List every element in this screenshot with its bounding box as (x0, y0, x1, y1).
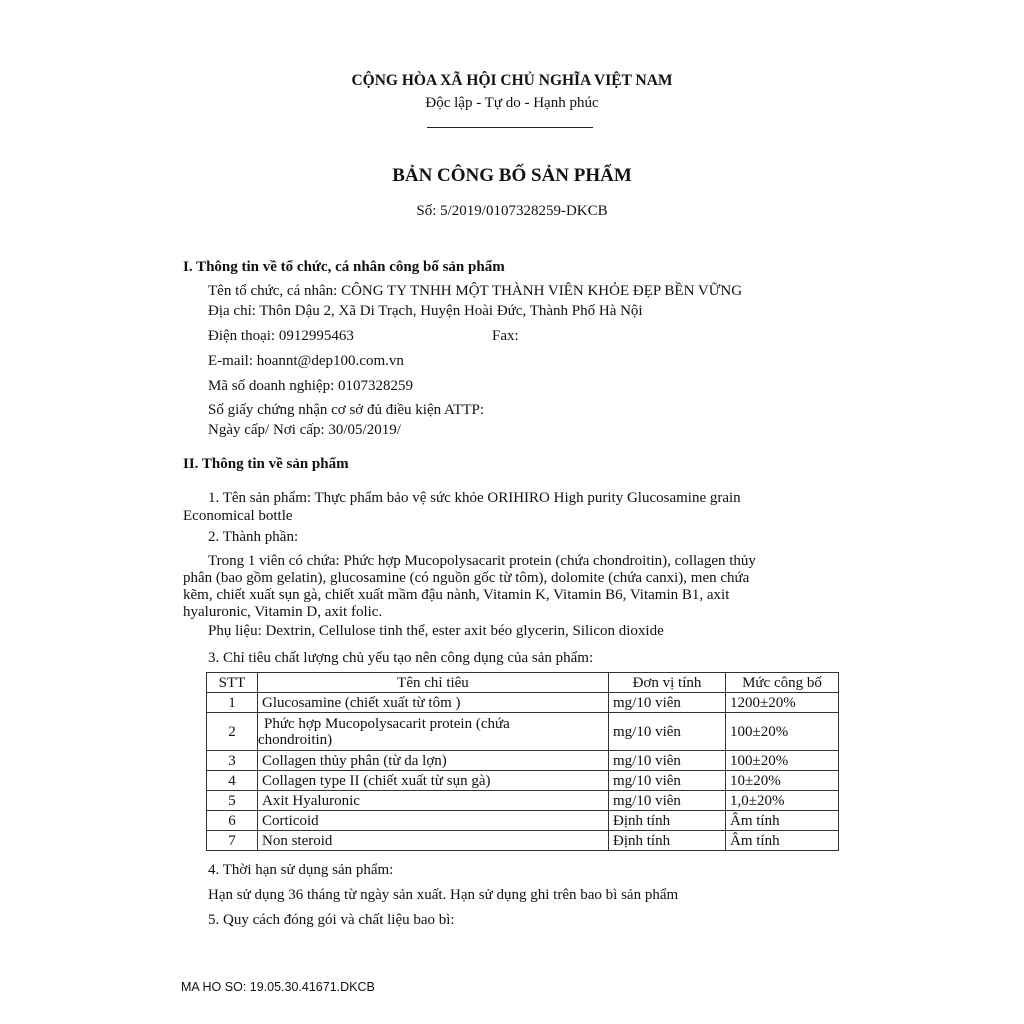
header-name: Tên chỉ tiêu (258, 673, 609, 693)
ingredients-line1: Trong 1 viên có chứa: Phức hợp Mucopolysacarit protein (chứa chondroitin), collagen thủy (208, 553, 756, 569)
org-address: Địa chỉ: Thôn Dậu 2, Xã Di Trạch, Huyện Hoài Đức, Thành Phố Hà Nội (208, 303, 643, 319)
table-header-row (207, 673, 839, 693)
org-email: E-mail: hoannt@dep100.com.vn (208, 353, 404, 369)
cell-unit: mg/10 viên (609, 791, 726, 811)
ingredients-line3: kẽm, chiết xuất sụn gà, chiết xuất mầm đậu nành, Vitamin K, Vitamin B6, Vitamin B1, axit (183, 587, 730, 603)
table-row (207, 771, 839, 791)
cell-unit: mg/10 viên (609, 693, 726, 713)
cell-name: Collagen type II (chiết xuất từ sụn gà) (258, 771, 609, 791)
country-name: CỘNG HÒA XÃ HỘI CHỦ NGHĨA VIỆT NAM (351, 72, 673, 89)
cell-level: 10±20% (726, 771, 839, 791)
cell-stt: 5 (207, 791, 258, 811)
org-name: Tên tổ chức, cá nhân: CÔNG TY TNHH MỘT THÀNH VIÊN KHỎE ĐẸP BỀN VỮNG (208, 283, 743, 299)
document-title: BẢN CÔNG BỐ SẢN PHẨM (392, 165, 632, 186)
table-row (207, 713, 839, 751)
national-motto: Độc lập - Tự do - Hạnh phúc (425, 95, 599, 111)
table-row (207, 791, 839, 811)
header-divider (427, 127, 593, 128)
excipients: Phụ liệu: Dextrin, Cellulose tinh thể, ester axit béo glycerin, Silicon dioxide (208, 623, 664, 639)
header-stt: STT (207, 673, 258, 693)
quality-title: 3. Chỉ tiêu chất lượng chủ yếu tạo nên công dụng của sản phẩm: (208, 650, 594, 666)
cell-name (258, 713, 609, 751)
packaging-title: 5. Quy cách đóng gói và chất liệu bao bì: (208, 912, 455, 928)
org-phone: Điện thoại: 0912995463 (208, 328, 354, 344)
section1-heading: I. Thông tin về tổ chức, cá nhân công bố sản phẩm (183, 259, 505, 275)
cell-stt: 7 (207, 831, 258, 851)
cell-level: 100±20% (726, 751, 839, 771)
shelf-life: Hạn sử dụng 36 tháng từ ngày sản xuất. Hạn sử dụng ghi trên bao bì sản phẩm (208, 887, 679, 903)
cell-unit: mg/10 viên (609, 751, 726, 771)
table-row (207, 811, 839, 831)
cell-stt: 2 (207, 713, 258, 751)
ingredients-line2: phân (bao gồm gelatin), glucosamine (có nguồn gốc từ tôm), dolomite (chứa canxi), men chứa (183, 570, 750, 586)
document-number: Số: 5/2019/0107328259-DKCB (416, 203, 608, 219)
cell-name: Glucosamine (chiết xuất từ tôm ) (258, 693, 609, 713)
cell-level: Âm tính (726, 811, 839, 831)
cell-stt: 4 (207, 771, 258, 791)
cell-level: 1200±20% (726, 693, 839, 713)
cell-unit: mg/10 viên (609, 771, 726, 791)
cell-name: Axit Hyaluronic (258, 791, 609, 811)
table-row (207, 693, 839, 713)
table-row (207, 751, 839, 771)
section2-heading: II. Thông tin về sản phẩm (183, 456, 349, 472)
header-level: Mức công bố (726, 673, 839, 693)
business-code: Mã số doanh nghiệp: 0107328259 (208, 378, 413, 394)
cell-name-line2: chondroitin) (258, 731, 333, 748)
cell-stt: 3 (207, 751, 258, 771)
cell-stt: 6 (207, 811, 258, 831)
cell-name-line1: Phức hợp Mucopolysacarit protein (chứa (264, 715, 510, 732)
cell-name: Collagen thủy phân (từ da lợn) (258, 751, 609, 771)
table-row (207, 831, 839, 851)
cell-level: 1,0±20% (726, 791, 839, 811)
shelf-life-title: 4. Thời hạn sử dụng sản phẩm: (208, 862, 394, 878)
file-code: MA HO SO: 19.05.30.41671.DKCB (181, 980, 375, 994)
cell-unit: Định tính (609, 811, 726, 831)
cell-unit: mg/10 viên (609, 713, 726, 751)
product-name-line2: Economical bottle (183, 508, 293, 524)
header-unit: Đơn vị tính (609, 673, 726, 693)
org-fax: Fax: (492, 328, 519, 344)
ingredients-title: 2. Thành phần: (208, 529, 299, 545)
issue-date: Ngày cấp/ Nơi cấp: 30/05/2019/ (208, 422, 401, 438)
cell-name: Corticoid (258, 811, 609, 831)
cell-level: 100±20% (726, 713, 839, 751)
food-safety-certificate: Số giấy chứng nhận cơ sở đủ điều kiện ATTP: (208, 402, 485, 418)
quality-table (206, 672, 839, 851)
cell-stt: 1 (207, 693, 258, 713)
cell-level: Âm tính (726, 831, 839, 851)
product-name-line1: 1. Tên sản phẩm: Thực phẩm bảo vệ sức khỏe ORIHIRO High purity Glucosamine grain (208, 490, 741, 506)
ingredients-line4: hyaluronic, Vitamin D, axit folic. (183, 604, 383, 620)
cell-name: Non steroid (258, 831, 609, 851)
cell-unit: Định tính (609, 831, 726, 851)
